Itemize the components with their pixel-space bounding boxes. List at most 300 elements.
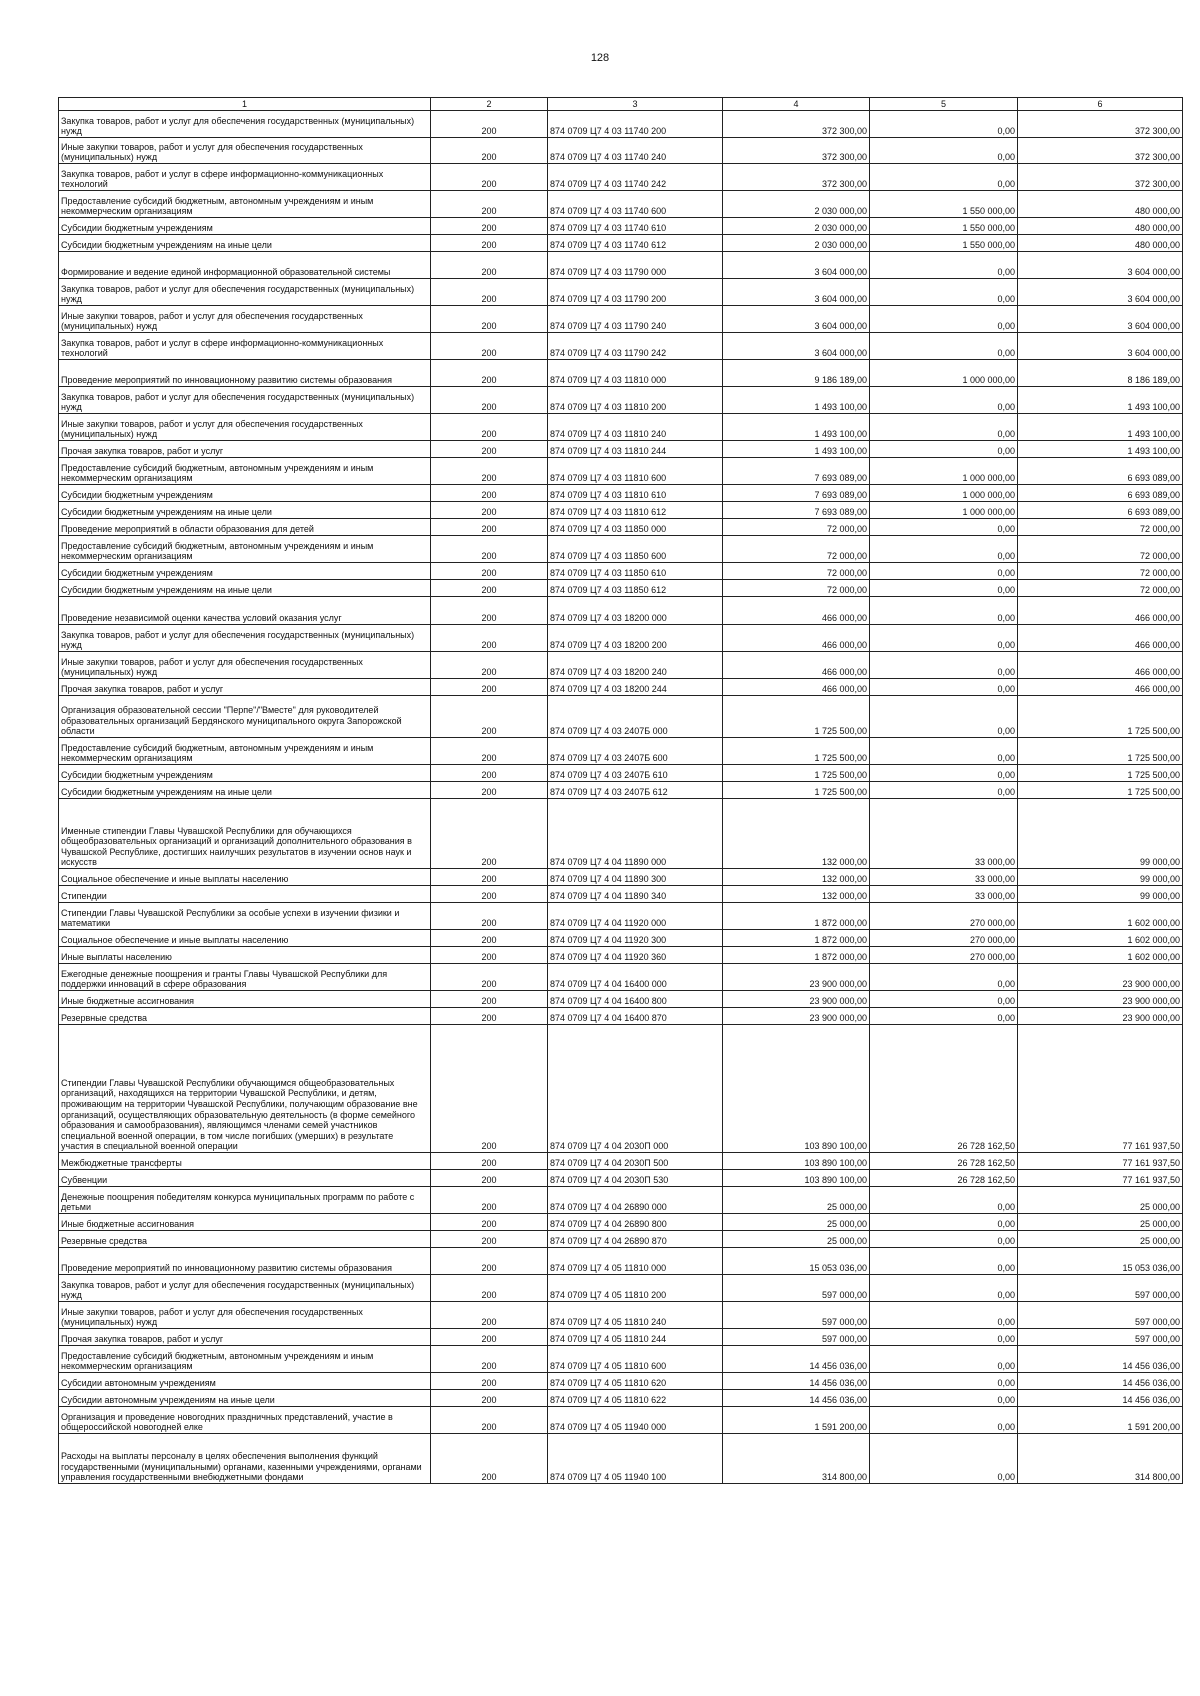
row-change-cell: 0,00 <box>870 765 1018 782</box>
table-row <box>59 1407 1183 1434</box>
row-amount-cell: 2 030 000,00 <box>723 235 870 252</box>
table-row <box>59 696 1183 738</box>
row-position-cell: 200 <box>431 441 548 458</box>
row-total-cell: 1 602 000,00 <box>1018 930 1183 947</box>
row-total-cell: 23 900 000,00 <box>1018 1008 1183 1025</box>
row-code-cell: 874 0709 Ц7 4 03 11810 240 <box>548 414 723 441</box>
row-change-cell: 1 000 000,00 <box>870 458 1018 485</box>
row-amount-cell: 1 493 100,00 <box>723 414 870 441</box>
column-header: 2 <box>431 98 548 111</box>
row-amount-cell: 14 456 036,00 <box>723 1346 870 1373</box>
row-code-cell: 874 0709 Ц7 4 03 18200 240 <box>548 652 723 679</box>
table-row <box>59 1008 1183 1025</box>
row-total-cell: 99 000,00 <box>1018 799 1183 869</box>
column-header: 1 <box>59 98 431 111</box>
row-position-cell: 200 <box>431 387 548 414</box>
row-total-cell: 99 000,00 <box>1018 886 1183 903</box>
row-code-cell: 874 0709 Ц7 4 04 26890 800 <box>548 1214 723 1231</box>
column-header: 5 <box>870 98 1018 111</box>
row-total-cell: 1 591 200,00 <box>1018 1407 1183 1434</box>
row-amount-cell: 15 053 036,00 <box>723 1248 870 1275</box>
row-name-cell: Социальное обеспечение и иные выплаты населению <box>59 930 431 947</box>
row-amount-cell: 372 300,00 <box>723 164 870 191</box>
table-row <box>59 597 1183 625</box>
row-amount-cell: 72 000,00 <box>723 519 870 536</box>
row-position-cell: 200 <box>431 458 548 485</box>
row-total-cell: 1 725 500,00 <box>1018 696 1183 738</box>
row-change-cell: 1 550 000,00 <box>870 235 1018 252</box>
row-amount-cell: 1 591 200,00 <box>723 1407 870 1434</box>
row-code-cell: 874 0709 Ц7 4 05 11940 000 <box>548 1407 723 1434</box>
table-row <box>59 1390 1183 1407</box>
row-amount-cell: 3 604 000,00 <box>723 306 870 333</box>
row-change-cell: 0,00 <box>870 1248 1018 1275</box>
table-row <box>59 1214 1183 1231</box>
row-code-cell: 874 0709 Ц7 4 03 11810 600 <box>548 458 723 485</box>
row-position-cell: 200 <box>431 799 548 869</box>
row-amount-cell: 3 604 000,00 <box>723 333 870 360</box>
row-change-cell: 0,00 <box>870 625 1018 652</box>
row-amount-cell: 72 000,00 <box>723 563 870 580</box>
row-change-cell: 0,00 <box>870 536 1018 563</box>
row-amount-cell: 466 000,00 <box>723 652 870 679</box>
row-name-cell: Иные бюджетные ассигнования <box>59 991 431 1008</box>
row-position-cell: 200 <box>431 164 548 191</box>
row-amount-cell: 597 000,00 <box>723 1302 870 1329</box>
row-code-cell: 874 0709 Ц7 4 04 16400 000 <box>548 964 723 991</box>
table-row <box>59 414 1183 441</box>
row-name-cell: Предоставление субсидий бюджетным, автономным учреждениям и иным некоммерческим организациям <box>59 458 431 485</box>
table-row <box>59 1153 1183 1170</box>
row-name-cell: Расходы на выплаты персоналу в целях обеспечения выполнения функций государственными (муниципальными) органами, казенными учреждениями, органами управления государственными внебюджетными фондами <box>59 1434 431 1484</box>
row-change-cell: 0,00 <box>870 1231 1018 1248</box>
row-total-cell: 480 000,00 <box>1018 191 1183 218</box>
row-amount-cell: 372 300,00 <box>723 138 870 164</box>
row-total-cell: 3 604 000,00 <box>1018 306 1183 333</box>
row-code-cell: 874 0709 Ц7 4 05 11810 600 <box>548 1346 723 1373</box>
row-code-cell: 874 0709 Ц7 4 03 11790 000 <box>548 252 723 279</box>
row-change-cell: 0,00 <box>870 597 1018 625</box>
row-change-cell: 33 000,00 <box>870 799 1018 869</box>
row-code-cell: 874 0709 Ц7 4 03 2407Б 610 <box>548 765 723 782</box>
row-code-cell: 874 0709 Ц7 4 05 11810 620 <box>548 1373 723 1390</box>
row-code-cell: 874 0709 Ц7 4 03 11810 244 <box>548 441 723 458</box>
table-row <box>59 563 1183 580</box>
row-position-cell: 200 <box>431 1153 548 1170</box>
row-code-cell: 874 0709 Ц7 4 03 2407Б 612 <box>548 782 723 799</box>
row-position-cell: 200 <box>431 903 548 930</box>
row-total-cell: 14 456 036,00 <box>1018 1390 1183 1407</box>
row-amount-cell: 3 604 000,00 <box>723 252 870 279</box>
row-total-cell: 466 000,00 <box>1018 652 1183 679</box>
row-position-cell: 200 <box>431 597 548 625</box>
row-name-cell: Субсидии бюджетным учреждениям на иные цели <box>59 782 431 799</box>
row-name-cell: Межбюджетные трансферты <box>59 1153 431 1170</box>
row-change-cell: 0,00 <box>870 164 1018 191</box>
row-change-cell: 0,00 <box>870 679 1018 696</box>
table-row <box>59 903 1183 930</box>
row-code-cell: 874 0709 Ц7 4 04 11890 000 <box>548 799 723 869</box>
row-total-cell: 25 000,00 <box>1018 1214 1183 1231</box>
table-row <box>59 869 1183 886</box>
row-amount-cell: 1 872 000,00 <box>723 903 870 930</box>
row-amount-cell: 132 000,00 <box>723 886 870 903</box>
row-code-cell: 874 0709 Ц7 4 03 11850 612 <box>548 580 723 597</box>
table-row <box>59 1170 1183 1187</box>
row-name-cell: Закупка товаров, работ и услуг для обеспечения государственных (муниципальных) нужд <box>59 387 431 414</box>
table-header-row <box>59 98 1183 111</box>
row-code-cell: 874 0709 Ц7 4 03 11790 200 <box>548 279 723 306</box>
row-change-cell: 0,00 <box>870 1302 1018 1329</box>
row-name-cell: Стипендии <box>59 886 431 903</box>
row-name-cell: Закупка товаров, работ и услуг для обеспечения государственных (муниципальных) нужд <box>59 625 431 652</box>
row-total-cell: 1 493 100,00 <box>1018 387 1183 414</box>
row-name-cell: Иные бюджетные ассигнования <box>59 1214 431 1231</box>
row-name-cell: Прочая закупка товаров, работ и услуг <box>59 441 431 458</box>
table-row <box>59 485 1183 502</box>
row-change-cell: 0,00 <box>870 306 1018 333</box>
row-amount-cell: 25 000,00 <box>723 1187 870 1214</box>
row-total-cell: 25 000,00 <box>1018 1187 1183 1214</box>
row-code-cell: 874 0709 Ц7 4 03 11850 610 <box>548 563 723 580</box>
row-name-cell: Субсидии бюджетным учреждениям на иные цели <box>59 502 431 519</box>
row-position-cell: 200 <box>431 502 548 519</box>
row-amount-cell: 597 000,00 <box>723 1275 870 1302</box>
row-position-cell: 200 <box>431 679 548 696</box>
row-amount-cell: 1 725 500,00 <box>723 738 870 765</box>
row-amount-cell: 72 000,00 <box>723 536 870 563</box>
row-name-cell: Субсидии автономным учреждениям на иные цели <box>59 1390 431 1407</box>
row-amount-cell: 72 000,00 <box>723 580 870 597</box>
table-row <box>59 679 1183 696</box>
row-position-cell: 200 <box>431 886 548 903</box>
row-name-cell: Иные закупки товаров, работ и услуг для обеспечения государственных (муниципальных) нужд <box>59 1302 431 1329</box>
row-name-cell: Проведение мероприятий по инновационному развитию системы образования <box>59 1248 431 1275</box>
row-name-cell: Организация и проведение новогодних праздничных представлений, участие в общероссийской новогодней елке <box>59 1407 431 1434</box>
row-amount-cell: 23 900 000,00 <box>723 1008 870 1025</box>
row-position-cell: 200 <box>431 625 548 652</box>
row-name-cell: Организация образовательной сессии "Перпе"/"Вместе" для руководителей образовательных организаций Бердянского муниципального округа Запорожской области <box>59 696 431 738</box>
row-total-cell: 23 900 000,00 <box>1018 991 1183 1008</box>
row-code-cell: 874 0709 Ц7 4 04 11920 300 <box>548 930 723 947</box>
table-row <box>59 387 1183 414</box>
row-code-cell: 874 0709 Ц7 4 03 18200 000 <box>548 597 723 625</box>
row-code-cell: 874 0709 Ц7 4 03 11740 610 <box>548 218 723 235</box>
row-name-cell: Иные закупки товаров, работ и услуг для обеспечения государственных (муниципальных) нужд <box>59 306 431 333</box>
table-row <box>59 235 1183 252</box>
row-amount-cell: 14 456 036,00 <box>723 1390 870 1407</box>
table-row <box>59 441 1183 458</box>
row-total-cell: 77 161 937,50 <box>1018 1025 1183 1153</box>
row-position-cell: 200 <box>431 563 548 580</box>
table-row <box>59 333 1183 360</box>
row-position-cell: 200 <box>431 1373 548 1390</box>
row-total-cell: 14 456 036,00 <box>1018 1373 1183 1390</box>
row-change-cell: 0,00 <box>870 580 1018 597</box>
row-change-cell: 0,00 <box>870 1390 1018 1407</box>
row-change-cell: 1 000 000,00 <box>870 485 1018 502</box>
row-name-cell: Иные закупки товаров, работ и услуг для обеспечения государственных (муниципальных) нужд <box>59 652 431 679</box>
row-code-cell: 874 0709 Ц7 4 03 11740 240 <box>548 138 723 164</box>
row-position-cell: 200 <box>431 360 548 387</box>
row-total-cell: 597 000,00 <box>1018 1302 1183 1329</box>
column-header: 4 <box>723 98 870 111</box>
row-change-cell: 0,00 <box>870 1275 1018 1302</box>
row-code-cell: 874 0709 Ц7 4 03 11740 242 <box>548 164 723 191</box>
row-amount-cell: 103 890 100,00 <box>723 1153 870 1170</box>
table-row <box>59 1434 1183 1484</box>
row-total-cell: 372 300,00 <box>1018 138 1183 164</box>
row-change-cell: 0,00 <box>870 1407 1018 1434</box>
row-amount-cell: 1 872 000,00 <box>723 930 870 947</box>
row-code-cell: 874 0709 Ц7 4 05 11810 622 <box>548 1390 723 1407</box>
row-amount-cell: 23 900 000,00 <box>723 991 870 1008</box>
row-position-cell: 200 <box>431 414 548 441</box>
row-change-cell: 270 000,00 <box>870 903 1018 930</box>
row-position-cell: 200 <box>431 1434 548 1484</box>
row-change-cell: 0,00 <box>870 414 1018 441</box>
row-code-cell: 874 0709 Ц7 4 03 18200 200 <box>548 625 723 652</box>
table-row <box>59 1275 1183 1302</box>
row-position-cell: 200 <box>431 1248 548 1275</box>
row-total-cell: 466 000,00 <box>1018 625 1183 652</box>
row-change-cell: 0,00 <box>870 252 1018 279</box>
table-row <box>59 782 1183 799</box>
table-row <box>59 799 1183 869</box>
row-name-cell: Предоставление субсидий бюджетным, автономным учреждениям и иным некоммерческим организациям <box>59 191 431 218</box>
row-name-cell: Закупка товаров, работ и услуг для обеспечения государственных (муниципальных) нужд <box>59 279 431 306</box>
row-code-cell: 874 0709 Ц7 4 04 11920 000 <box>548 903 723 930</box>
row-amount-cell: 1 493 100,00 <box>723 387 870 414</box>
row-position-cell: 200 <box>431 738 548 765</box>
table-row <box>59 886 1183 903</box>
table-row <box>59 164 1183 191</box>
table-row <box>59 1373 1183 1390</box>
table-row <box>59 652 1183 679</box>
row-amount-cell: 1 725 500,00 <box>723 782 870 799</box>
row-change-cell: 0,00 <box>870 111 1018 138</box>
row-change-cell: 0,00 <box>870 1008 1018 1025</box>
row-position-cell: 200 <box>431 947 548 964</box>
row-total-cell: 8 186 189,00 <box>1018 360 1183 387</box>
row-amount-cell: 25 000,00 <box>723 1231 870 1248</box>
row-name-cell: Предоставление субсидий бюджетным, автономным учреждениям и иным некоммерческим организациям <box>59 1346 431 1373</box>
row-change-cell: 0,00 <box>870 563 1018 580</box>
row-amount-cell: 314 800,00 <box>723 1434 870 1484</box>
row-amount-cell: 7 693 089,00 <box>723 502 870 519</box>
row-name-cell: Именные стипендии Главы Чувашской Республики для обучающихся общеобразовательных организаций и организаций дополнительного образования в Чувашской Республике, достигших наилучших результатов в изучении основ наук и искусств <box>59 799 431 869</box>
row-code-cell: 874 0709 Ц7 4 04 26890 000 <box>548 1187 723 1214</box>
row-total-cell: 77 161 937,50 <box>1018 1170 1183 1187</box>
row-change-cell: 0,00 <box>870 441 1018 458</box>
row-total-cell: 372 300,00 <box>1018 164 1183 191</box>
row-change-cell: 0,00 <box>870 652 1018 679</box>
row-name-cell: Ежегодные денежные поощрения и гранты Главы Чувашской Республики для поддержки инноваций в сфере образования <box>59 964 431 991</box>
row-position-cell: 200 <box>431 111 548 138</box>
row-code-cell: 874 0709 Ц7 4 03 2407Б 000 <box>548 696 723 738</box>
row-amount-cell: 3 604 000,00 <box>723 279 870 306</box>
row-position-cell: 200 <box>431 1329 548 1346</box>
row-name-cell: Субсидии бюджетным учреждениям <box>59 218 431 235</box>
table-row <box>59 1346 1183 1373</box>
row-position-cell: 200 <box>431 869 548 886</box>
table-row <box>59 580 1183 597</box>
row-code-cell: 874 0709 Ц7 4 03 2407Б 600 <box>548 738 723 765</box>
row-change-cell: 26 728 162,50 <box>870 1153 1018 1170</box>
row-change-cell: 0,00 <box>870 138 1018 164</box>
row-position-cell: 200 <box>431 782 548 799</box>
row-name-cell: Социальное обеспечение и иные выплаты населению <box>59 869 431 886</box>
row-change-cell: 0,00 <box>870 1329 1018 1346</box>
row-change-cell: 1 550 000,00 <box>870 218 1018 235</box>
row-code-cell: 874 0709 Ц7 4 05 11810 200 <box>548 1275 723 1302</box>
row-name-cell: Субсидии автономным учреждениям <box>59 1373 431 1390</box>
row-position-cell: 200 <box>431 652 548 679</box>
row-amount-cell: 597 000,00 <box>723 1329 870 1346</box>
row-change-cell: 0,00 <box>870 991 1018 1008</box>
row-name-cell: Денежные поощрения победителям конкурса муниципальных программ по работе с детьми <box>59 1187 431 1214</box>
row-position-cell: 200 <box>431 235 548 252</box>
column-header: 3 <box>548 98 723 111</box>
row-total-cell: 597 000,00 <box>1018 1329 1183 1346</box>
row-name-cell: Иные закупки товаров, работ и услуг для обеспечения государственных (муниципальных) нужд <box>59 138 431 164</box>
row-total-cell: 466 000,00 <box>1018 679 1183 696</box>
table-row <box>59 502 1183 519</box>
row-position-cell: 200 <box>431 536 548 563</box>
table-row <box>59 1302 1183 1329</box>
row-position-cell: 200 <box>431 485 548 502</box>
table-row <box>59 947 1183 964</box>
row-name-cell: Закупка товаров, работ и услуг для обеспечения государственных (муниципальных) нужд <box>59 1275 431 1302</box>
row-code-cell: 874 0709 Ц7 4 04 11920 360 <box>548 947 723 964</box>
row-total-cell: 1 725 500,00 <box>1018 765 1183 782</box>
row-code-cell: 874 0709 Ц7 4 05 11810 000 <box>548 1248 723 1275</box>
row-name-cell: Субсидии бюджетным учреждениям <box>59 563 431 580</box>
row-amount-cell: 25 000,00 <box>723 1214 870 1231</box>
row-total-cell: 1 602 000,00 <box>1018 947 1183 964</box>
row-total-cell: 3 604 000,00 <box>1018 279 1183 306</box>
row-name-cell: Стипендии Главы Чувашской Республики обучающимся общеобразовательных организаций, находящихся на территории Чувашской Республики, и детям, проживающим на территории Чувашской Республики, получающим образование вне организаций, осуществляющих образовательную деятельность (в форме семейного образования и самообразования), являющимся членами семей участников специальной военной операции, в том числе погибших (умерших) в результате участия в специальной военной операции <box>59 1025 431 1153</box>
row-total-cell: 72 000,00 <box>1018 536 1183 563</box>
row-position-cell: 200 <box>431 1214 548 1231</box>
row-name-cell: Стипендии Главы Чувашской Республики за особые успехи в изучении физики и математики <box>59 903 431 930</box>
row-amount-cell: 7 693 089,00 <box>723 458 870 485</box>
table-row <box>59 111 1183 138</box>
table-row <box>59 519 1183 536</box>
row-change-cell: 1 000 000,00 <box>870 360 1018 387</box>
row-position-cell: 200 <box>431 191 548 218</box>
row-name-cell: Субсидии бюджетным учреждениям на иные цели <box>59 235 431 252</box>
row-change-cell: 270 000,00 <box>870 930 1018 947</box>
row-total-cell: 466 000,00 <box>1018 597 1183 625</box>
table-row <box>59 1329 1183 1346</box>
row-total-cell: 372 300,00 <box>1018 111 1183 138</box>
row-total-cell: 99 000,00 <box>1018 869 1183 886</box>
row-position-cell: 200 <box>431 1231 548 1248</box>
row-position-cell: 200 <box>431 1390 548 1407</box>
row-position-cell: 200 <box>431 138 548 164</box>
table-row <box>59 191 1183 218</box>
row-name-cell: Субсидии бюджетным учреждениям <box>59 765 431 782</box>
row-total-cell: 1 602 000,00 <box>1018 903 1183 930</box>
row-change-cell: 1 000 000,00 <box>870 502 1018 519</box>
row-position-cell: 200 <box>431 930 548 947</box>
row-total-cell: 314 800,00 <box>1018 1434 1183 1484</box>
row-amount-cell: 9 186 189,00 <box>723 360 870 387</box>
column-header: 6 <box>1018 98 1183 111</box>
row-code-cell: 874 0709 Ц7 4 03 11740 612 <box>548 235 723 252</box>
row-name-cell: Резервные средства <box>59 1231 431 1248</box>
table-row <box>59 138 1183 164</box>
row-change-cell: 0,00 <box>870 333 1018 360</box>
row-amount-cell: 103 890 100,00 <box>723 1025 870 1153</box>
row-change-cell: 0,00 <box>870 1373 1018 1390</box>
row-code-cell: 874 0709 Ц7 4 04 16400 800 <box>548 991 723 1008</box>
row-position-cell: 200 <box>431 1407 548 1434</box>
row-total-cell: 14 456 036,00 <box>1018 1346 1183 1373</box>
row-name-cell: Иные закупки товаров, работ и услуг для обеспечения государственных (муниципальных) нужд <box>59 414 431 441</box>
row-total-cell: 72 000,00 <box>1018 519 1183 536</box>
table-body <box>59 111 1183 1484</box>
row-change-cell: 0,00 <box>870 1434 1018 1484</box>
row-position-cell: 200 <box>431 696 548 738</box>
row-name-cell: Прочая закупка товаров, работ и услуг <box>59 1329 431 1346</box>
row-amount-cell: 1 493 100,00 <box>723 441 870 458</box>
row-amount-cell: 1 725 500,00 <box>723 696 870 738</box>
row-position-cell: 200 <box>431 306 548 333</box>
row-code-cell: 874 0709 Ц7 4 05 11940 100 <box>548 1434 723 1484</box>
row-total-cell: 23 900 000,00 <box>1018 964 1183 991</box>
row-change-cell: 0,00 <box>870 387 1018 414</box>
row-change-cell: 0,00 <box>870 696 1018 738</box>
row-name-cell: Закупка товаров, работ и услуг для обеспечения государственных (муниципальных) нужд <box>59 111 431 138</box>
row-amount-cell: 14 456 036,00 <box>723 1373 870 1390</box>
row-name-cell: Предоставление субсидий бюджетным, автономным учреждениям и иным некоммерческим организациям <box>59 536 431 563</box>
row-code-cell: 874 0709 Ц7 4 05 11810 240 <box>548 1302 723 1329</box>
row-code-cell: 874 0709 Ц7 4 04 2030П 000 <box>548 1025 723 1153</box>
row-name-cell: Проведение мероприятий в области образования для детей <box>59 519 431 536</box>
row-name-cell: Закупка товаров, работ и услуг в сфере информационно-коммуникационных технологий <box>59 164 431 191</box>
row-name-cell: Иные выплаты населению <box>59 947 431 964</box>
row-code-cell: 874 0709 Ц7 4 03 18200 244 <box>548 679 723 696</box>
row-name-cell: Субсидии бюджетным учреждениям на иные цели <box>59 580 431 597</box>
row-total-cell: 1 725 500,00 <box>1018 738 1183 765</box>
row-code-cell: 874 0709 Ц7 4 04 2030П 530 <box>548 1170 723 1187</box>
table-row <box>59 1025 1183 1153</box>
row-position-cell: 200 <box>431 1025 548 1153</box>
row-position-cell: 200 <box>431 519 548 536</box>
table-row <box>59 1248 1183 1275</box>
row-code-cell: 874 0709 Ц7 4 03 11810 612 <box>548 502 723 519</box>
row-total-cell: 3 604 000,00 <box>1018 252 1183 279</box>
row-change-cell: 0,00 <box>870 964 1018 991</box>
row-total-cell: 77 161 937,50 <box>1018 1153 1183 1170</box>
row-amount-cell: 7 693 089,00 <box>723 485 870 502</box>
table-row <box>59 306 1183 333</box>
row-amount-cell: 1 725 500,00 <box>723 765 870 782</box>
row-position-cell: 200 <box>431 765 548 782</box>
row-name-cell: Субсидии бюджетным учреждениям <box>59 485 431 502</box>
row-total-cell: 6 693 089,00 <box>1018 502 1183 519</box>
row-amount-cell: 132 000,00 <box>723 799 870 869</box>
row-position-cell: 200 <box>431 1187 548 1214</box>
row-amount-cell: 372 300,00 <box>723 111 870 138</box>
table-row <box>59 458 1183 485</box>
row-code-cell: 874 0709 Ц7 4 05 11810 244 <box>548 1329 723 1346</box>
row-change-cell: 0,00 <box>870 738 1018 765</box>
row-code-cell: 874 0709 Ц7 4 04 11890 300 <box>548 869 723 886</box>
row-total-cell: 3 604 000,00 <box>1018 333 1183 360</box>
